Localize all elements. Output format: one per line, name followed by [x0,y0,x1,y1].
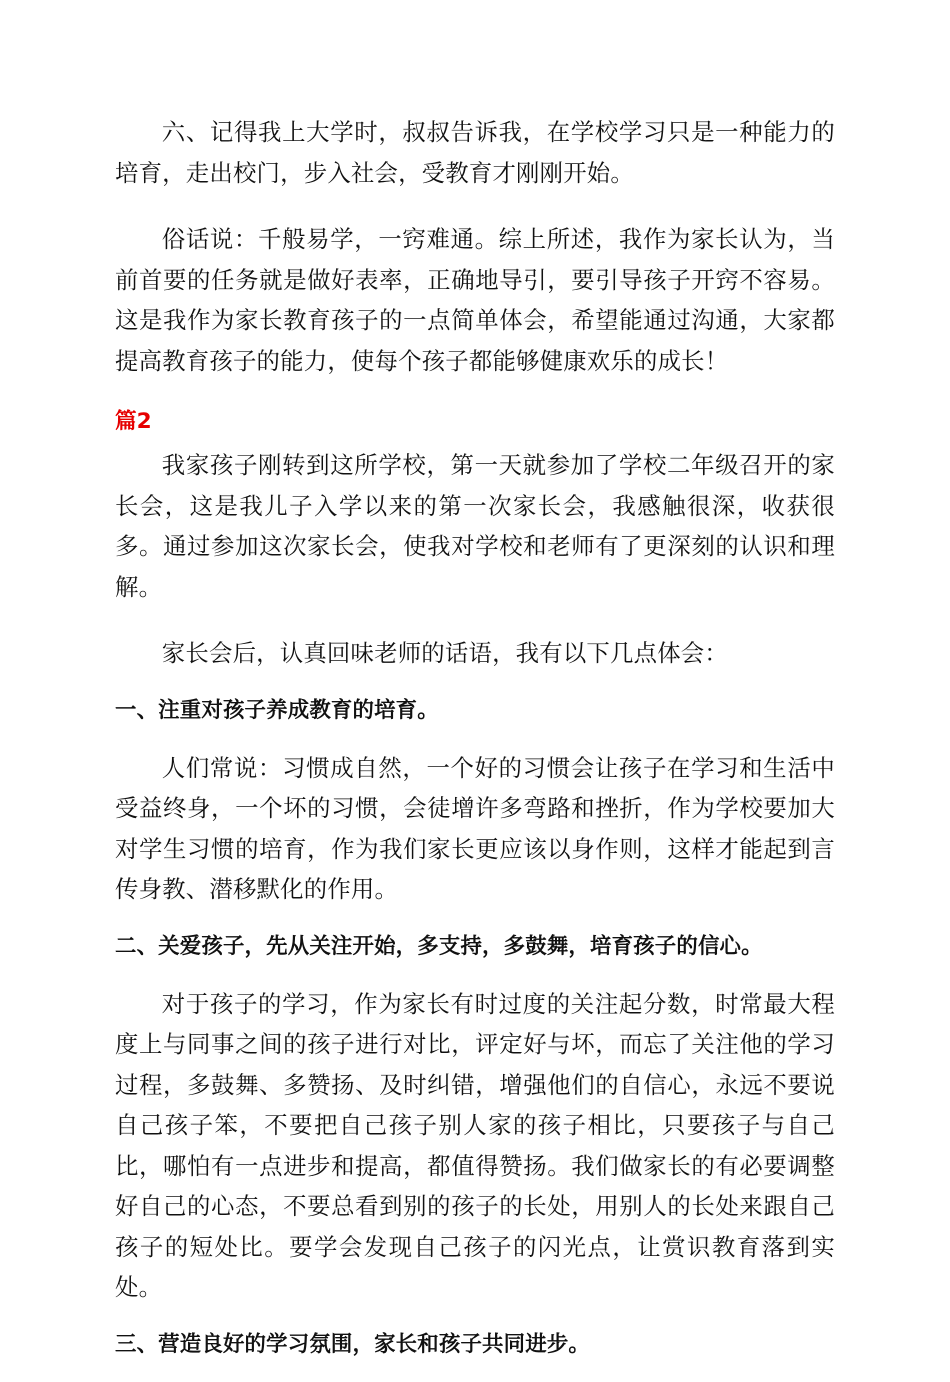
paragraph-reflection: 家长会后，认真回味老师的话语，我有以下几点体会： [161,639,728,667]
paragraph-intro: 我家孩子刚转到这所学校，第一天就参加了学校二年级召开的家长会，这是我儿子入学以来的第一次家长会，我感触很深，收获很多。通过参加这次家长会，使我对学校和老师有了更深刻的认识和理解。 [115,451,835,601]
paragraph-conclusion: 俗话说：千般易学，一窍难通。综上所述，我作为家长认为，当前首要的任务就是做好表率，正确地导引，要引导孩子开窍不容易。这是我作为家长教育孩子的一点简单体会，希望能通过沟通，大家都提高教育孩子的能力，使每个孩子都能够健康欢乐的成长！ [115,225,835,375]
heading-one: 一、注重对孩子养成教育的培育。 [115,697,439,723]
document-body [115,112,835,1382]
heading-three: 三、营造良好的学习氛围，家长和孩子共同进步。 [115,1331,590,1357]
paragraph-encouragement: 对于孩子的学习，作为家长有时过度的关注起分数，时常最大程度上与同事之间的孩子进行对比，评定好与坏，而忘了关注他的学习过程，多鼓舞、多赞扬、及时纠错，增强他们的自信心，永远不要说自己孩子笨，不要把自己孩子别人家的孩子相比，只要孩子与自己比，哪怕有一点进步和提高，都值得赞扬。我们做家长的有必要调整好自己的心态，不要总看到别的孩子的长处，用别人的长处来跟自己孩子的短处比。要学会发现自己孩子的闪光点，让赏识教育落到实处。 [115,989,835,1301]
heading-two: 二、关爱孩子，先从关注开始，多支持，多鼓舞，培育孩子的信心。 [115,933,763,959]
paragraph-habits: 人们常说：习惯成自然，一个好的习惯会让孩子在学习和生活中受益终身，一个坏的习惯，会徒增许多弯路和挫折，作为学校要加大对学生习惯的培育，作为我们家长更应该以身作则，这样才能起到言传身教、潜移默化的作用。 [115,753,835,903]
paragraph-six: 六、记得我上大学时，叔叔告诉我，在学校学习只是一种能力的培育，走出校门，步入社会，受教育才刚刚开始。 [115,118,835,187]
section-title: 篇2 [115,409,152,434]
